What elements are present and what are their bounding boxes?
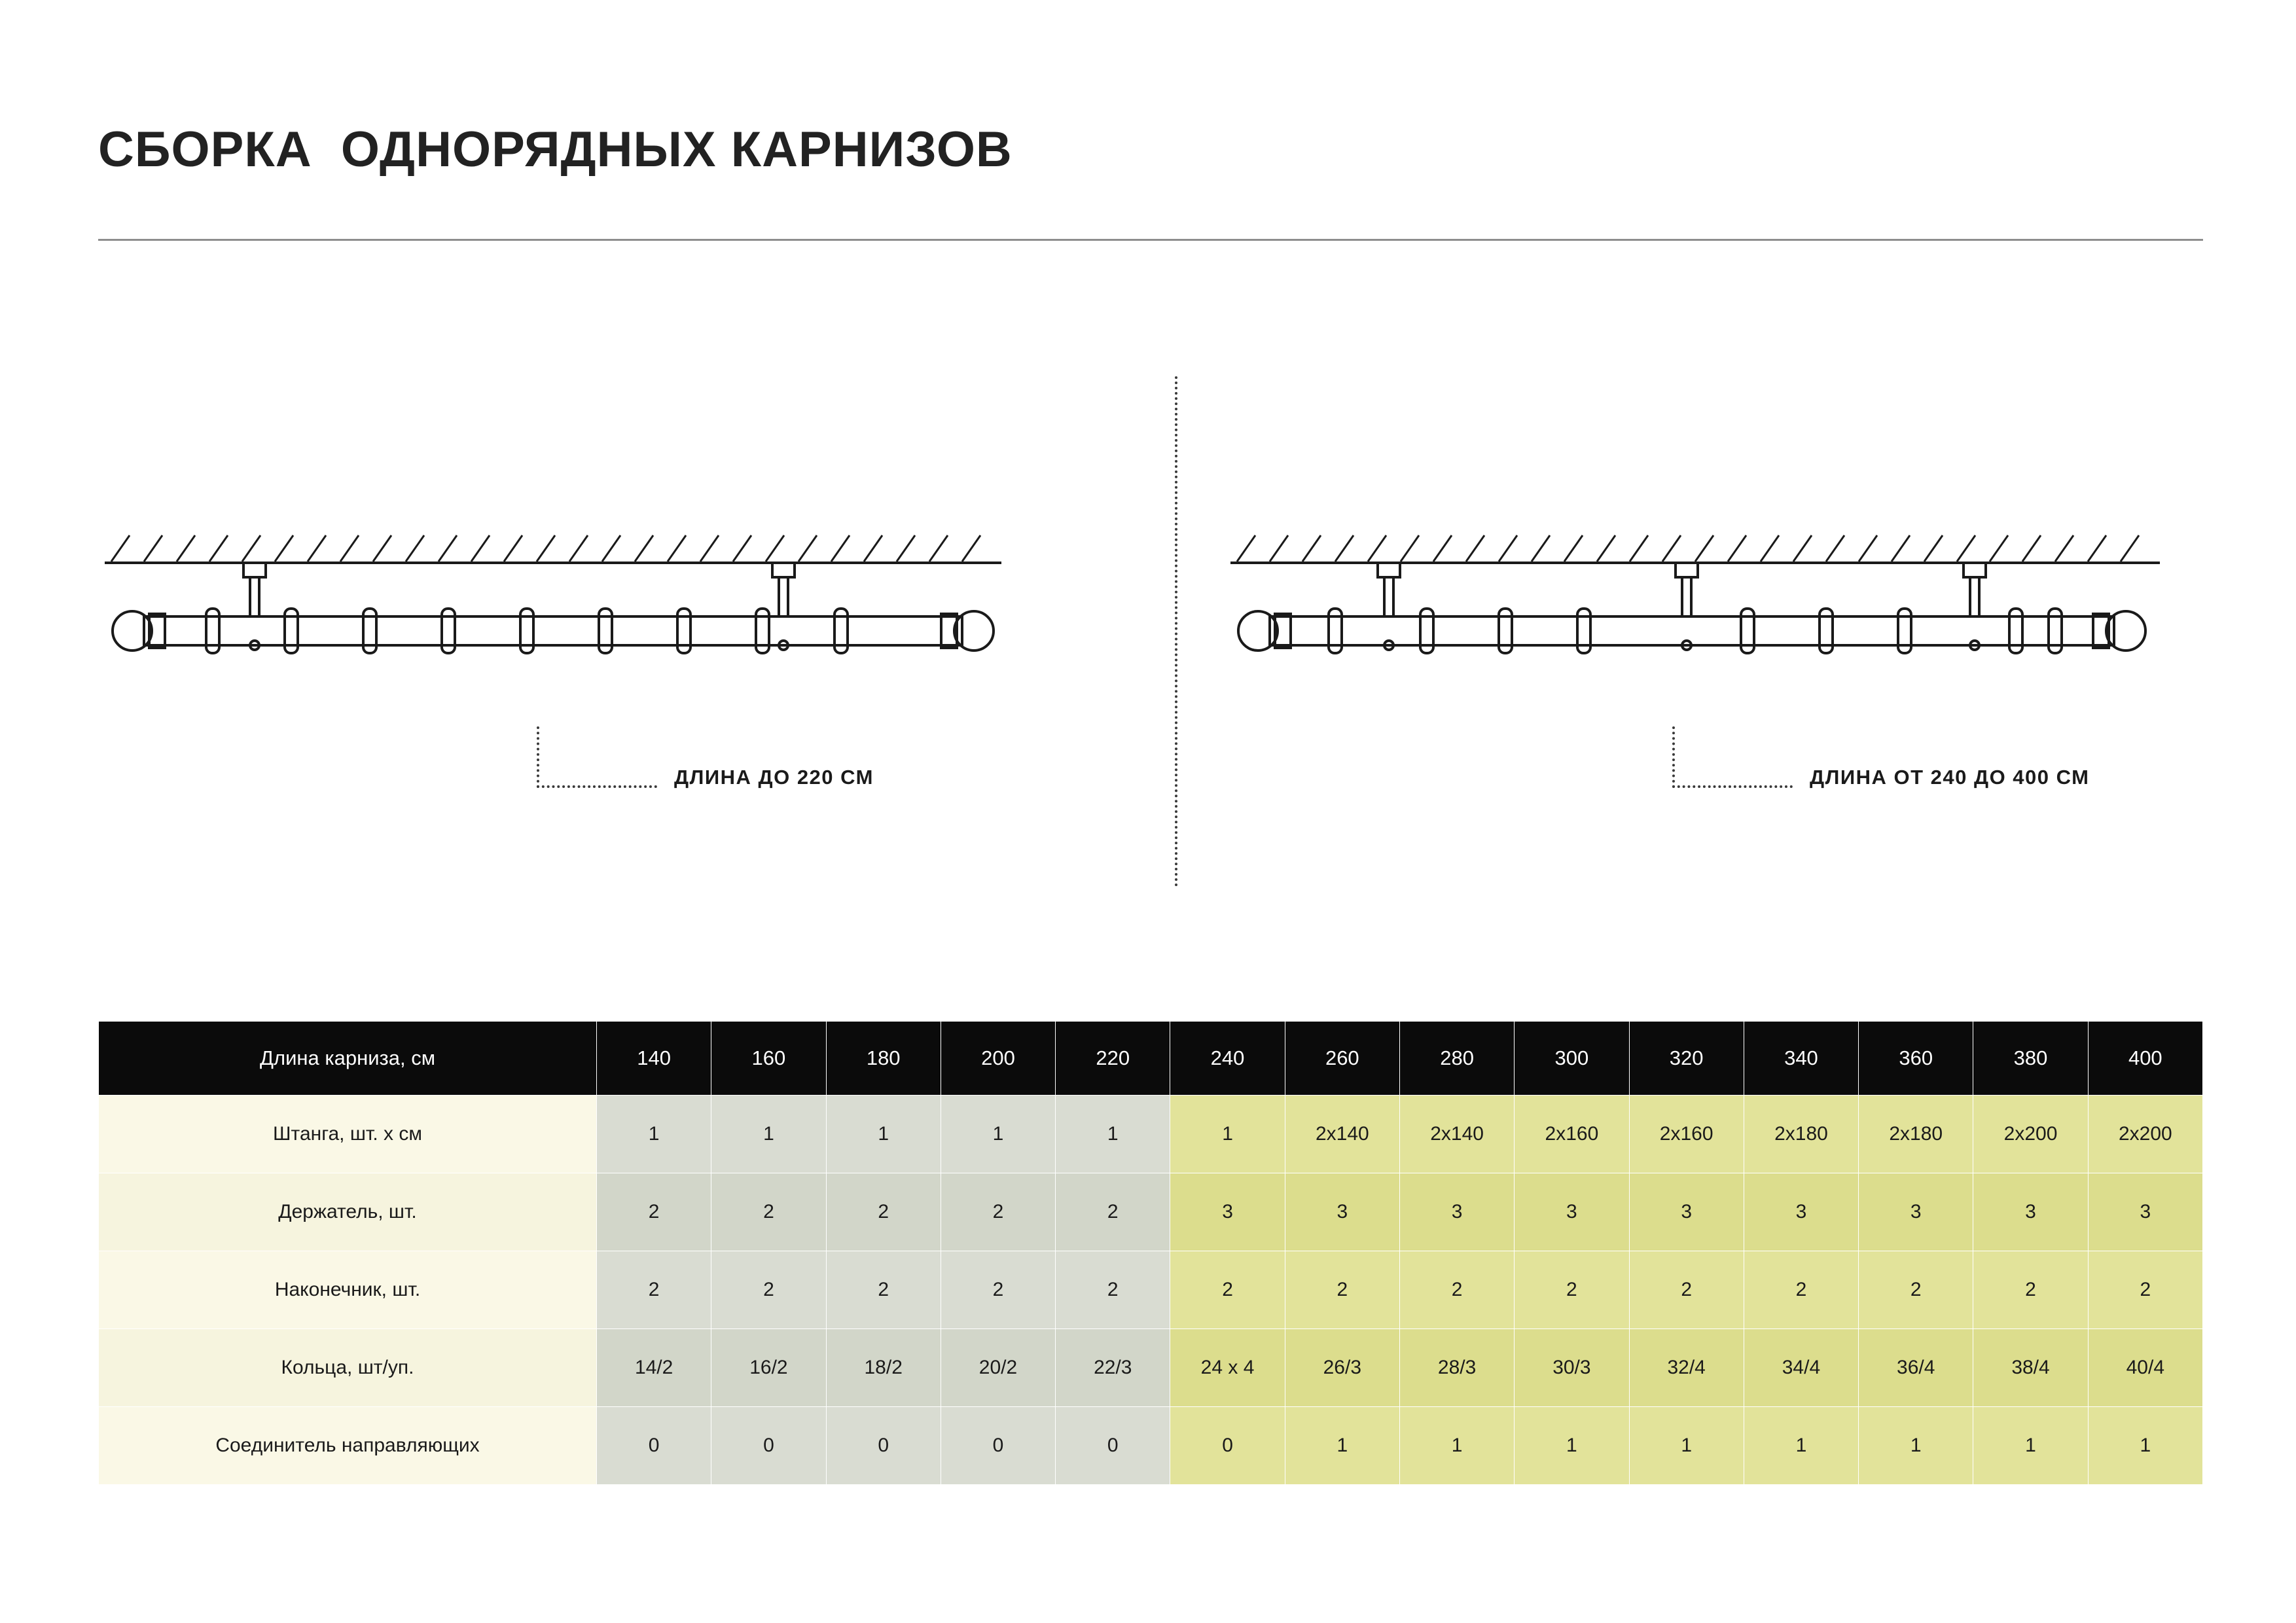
header-col-300: 300	[1515, 1022, 1629, 1096]
cell: 20/2	[941, 1329, 1055, 1407]
header-col-160: 160	[711, 1022, 826, 1096]
cell: 2	[1973, 1251, 2088, 1329]
cell: 1	[1399, 1407, 1514, 1485]
cell: 2х180	[1744, 1096, 1858, 1173]
cell: 3	[1859, 1173, 1973, 1251]
header-col-260: 260	[1285, 1022, 1399, 1096]
cell: 0	[941, 1407, 1055, 1485]
cell: 2	[597, 1251, 711, 1329]
table-row	[99, 1251, 2203, 1329]
cell: 2	[941, 1173, 1055, 1251]
cell: 28/3	[1399, 1329, 1514, 1407]
cell: 1	[826, 1096, 941, 1173]
cell: 2	[1170, 1251, 1285, 1329]
cell: 2х160	[1515, 1096, 1629, 1173]
cell: 2	[941, 1251, 1055, 1329]
page-title: СБОРКА ОДНОРЯДНЫХ КАРНИЗОВ	[98, 122, 1013, 177]
section-divider	[1175, 376, 1177, 887]
cell: 40/4	[2088, 1329, 2202, 1407]
cell: 22/3	[1056, 1329, 1170, 1407]
cell: 2	[2088, 1251, 2202, 1329]
cell: 1	[1285, 1407, 1399, 1485]
cell: 0	[826, 1407, 941, 1485]
cell: 1	[1859, 1407, 1973, 1485]
header-col-320: 320	[1629, 1022, 1744, 1096]
cell: 2	[1056, 1251, 1170, 1329]
caption-bracket-long	[1672, 726, 1793, 788]
cell: 3	[1399, 1173, 1514, 1251]
cell: 0	[711, 1407, 826, 1485]
cell: 2х160	[1629, 1096, 1744, 1173]
cell: 38/4	[1973, 1329, 2088, 1407]
cell: 36/4	[1859, 1329, 1973, 1407]
cell: 2	[1515, 1251, 1629, 1329]
cell: 1	[941, 1096, 1055, 1173]
cell: 2	[1399, 1251, 1514, 1329]
cell: 2х180	[1859, 1096, 1973, 1173]
cell: 3	[1973, 1173, 2088, 1251]
cell: 16/2	[711, 1329, 826, 1407]
cell: 1	[1056, 1096, 1170, 1173]
cell: 2	[1859, 1251, 1973, 1329]
cell: 2х140	[1399, 1096, 1514, 1173]
cell: 3	[2088, 1173, 2202, 1251]
table-row	[99, 1173, 2203, 1251]
cell: 3	[1744, 1173, 1858, 1251]
cell: 2	[1629, 1251, 1744, 1329]
cell: 1	[2088, 1407, 2202, 1485]
header-col-220: 220	[1056, 1022, 1170, 1096]
cell: 1	[597, 1096, 711, 1173]
header-col-180: 180	[826, 1022, 941, 1096]
cell: 2	[1744, 1251, 1858, 1329]
cell: 2	[826, 1251, 941, 1329]
row-label-derzhatel: Держатель, шт.	[99, 1173, 597, 1251]
cell: 3	[1170, 1173, 1285, 1251]
table-header-row	[99, 1022, 2203, 1096]
header-col-340: 340	[1744, 1022, 1858, 1096]
diagram-long-rod	[1224, 524, 2179, 720]
caption-long: ДЛИНА ОТ 240 ДО 400 СМ	[1810, 766, 2090, 789]
cell: 1	[1515, 1407, 1629, 1485]
cell: 3	[1515, 1173, 1629, 1251]
table-row	[99, 1096, 2203, 1173]
cell: 2	[1285, 1251, 1399, 1329]
header-col-380: 380	[1973, 1022, 2088, 1096]
row-label-koltsa: Кольца, шт/уп.	[99, 1329, 597, 1407]
cell: 2	[711, 1251, 826, 1329]
diagram-short-rod	[98, 524, 1028, 720]
caption-bracket-short	[537, 726, 657, 788]
cell: 3	[1285, 1173, 1399, 1251]
cell: 14/2	[597, 1329, 711, 1407]
caption-short: ДЛИНА ДО 220 СМ	[674, 766, 874, 789]
cell: 1	[1629, 1407, 1744, 1485]
cell: 2	[1056, 1173, 1170, 1251]
row-label-nakonechnik: Наконечник, шт.	[99, 1251, 597, 1329]
cell: 1	[1170, 1096, 1285, 1173]
cell: 2	[711, 1173, 826, 1251]
cell: 1	[711, 1096, 826, 1173]
table-row	[99, 1407, 2203, 1485]
cell: 1	[1973, 1407, 2088, 1485]
header-col-360: 360	[1859, 1022, 1973, 1096]
cell: 34/4	[1744, 1329, 1858, 1407]
header-col-200: 200	[941, 1022, 1055, 1096]
cell: 1	[1744, 1407, 1858, 1485]
cell: 2	[826, 1173, 941, 1251]
cell: 30/3	[1515, 1329, 1629, 1407]
cell: 0	[597, 1407, 711, 1485]
header-length-label: Длина карниза, см	[99, 1022, 597, 1096]
cell: 24 х 4	[1170, 1329, 1285, 1407]
cell: 3	[1629, 1173, 1744, 1251]
cell: 2х140	[1285, 1096, 1399, 1173]
row-label-shtanga: Штанга, шт. х см	[99, 1096, 597, 1173]
cell: 0	[1170, 1407, 1285, 1485]
header-col-140: 140	[597, 1022, 711, 1096]
title-divider	[98, 239, 2203, 241]
spec-table-wrap	[98, 1021, 2203, 1485]
cell: 26/3	[1285, 1329, 1399, 1407]
cell: 0	[1056, 1407, 1170, 1485]
spec-table	[98, 1021, 2203, 1485]
cell: 18/2	[826, 1329, 941, 1407]
header-col-280: 280	[1399, 1022, 1514, 1096]
cell: 32/4	[1629, 1329, 1744, 1407]
cell: 2	[597, 1173, 711, 1251]
row-label-soedinitel: Соединитель направляющих	[99, 1407, 597, 1485]
header-col-240: 240	[1170, 1022, 1285, 1096]
cell: 2х200	[2088, 1096, 2202, 1173]
header-col-400: 400	[2088, 1022, 2202, 1096]
table-row	[99, 1329, 2203, 1407]
cell: 2х200	[1973, 1096, 2088, 1173]
